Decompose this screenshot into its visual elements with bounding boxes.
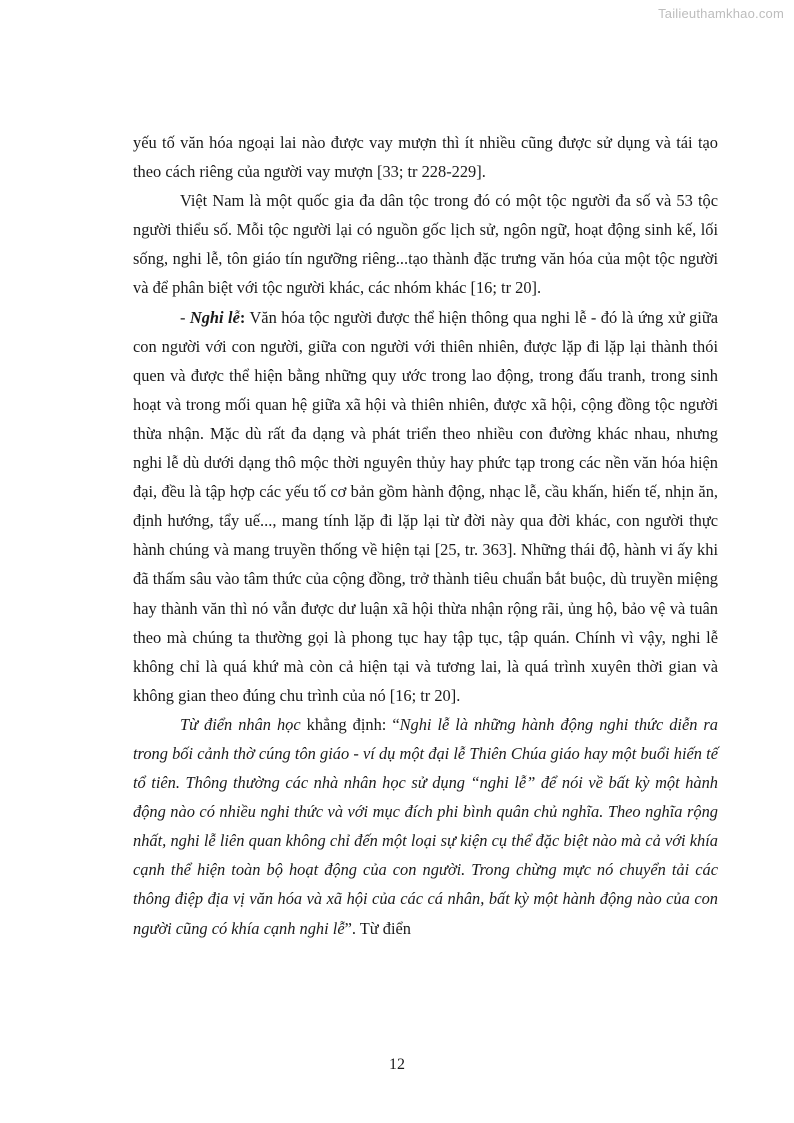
- source-title: Từ điển nhân học: [180, 714, 301, 734]
- list-dash: -: [180, 307, 190, 327]
- quote-text: Nghi lễ là những hành động nghi thức diễn ra trong bối cảnh thờ cúng tôn giáo - ví dụ một đại lễ Thiên Chúa giáo hay một buổi hiến tế tổ tiên. Thông thường các nhà nhân học sử dụng “nghi lễ” để nói về bất kỳ một hành động nào có nhiều nghi thức và với mục đích phi bình quân chủ nghĩa. Theo nghĩa rộng nhất, nghi lễ liên quan không chỉ đến một loại sự kiện cụ thể đặc biệt nào mà cả với khía cạnh thể hiện toàn bộ hoạt động của con người. Trong chừng mực nó chuyển tải các thông điệp địa vị văn hóa và xã hội của các cá nhân, bất kỳ một hành động nào của con người cũng có khía cạnh nghi lễ: [133, 714, 719, 938]
- paragraph-1: yếu tố văn hóa ngoại lai nào được vay mượn thì ít nhiều cũng được sử dụng và tái tạo theo cách riêng của người vay mượn [33; tr 228-229].: [133, 133, 718, 182]
- paragraph-3: [133, 303, 718, 710]
- paragraph-2: Việt Nam là một quốc gia đa dân tộc trong đó có một tộc người đa số và 53 tộc người thiểu số. Mỗi tộc người lại có nguồn gốc lịch sử, ngôn ngữ, hoạt động sinh kế, lối sống, nghi lễ, tôn giáo tín ngưỡng riêng...tạo thành đặc trưng văn hóa của một tộc người và để phân biệt với tộc người khác, các nhóm khác [16; tr 20].: [133, 191, 718, 298]
- term-nghi-le: Nghi lễ: [189, 307, 240, 327]
- quote-tail: ”. Từ điển: [344, 918, 411, 938]
- quote-lead: khẳng định: “: [300, 714, 400, 734]
- page-number: 12: [389, 1056, 405, 1073]
- term-colon: :: [239, 307, 246, 327]
- paragraph-3-body: Văn hóa tộc người được thể hiện thông qua nghi lễ - đó là ứng xử giữa con người với con người, giữa con người với thiên nhiên, được lặp đi lặp lại thành thói quen và được thể hiện bằng những quy ước trong lao động, trong đấu tranh, trong sinh hoạt và trong mối quan hệ giữa xã hội và thiên nhiên, được xã hội, cộng đồng tộc người thừa nhận. Mặc dù rất đa dạng và phát triển theo nhiều con đường khác nhau, nhưng nghi lễ dù dưới dạng thô mộc thời nguyên thủy hay phức tạp trong các nền văn hóa hiện đại, đều là tập hợp các yếu tố cơ bản gồm hành động, nhạc lễ, cầu khấn, hiến tế, nhịn ăn, định hướng, tẩy uế..., mang tính lặp đi lặp lại từ đời này qua đời khác, con người thực hành chúng và mang truyền thống về hiện tại [25, tr. 363]. Những thái độ, hành vi ấy khi đã thấm sâu vào tâm thức của cộng đồng, trở thành tiêu chuẩn bắt buộc, dù truyền miệng hay thành văn thì nó vẫn được dư luận xã hội thừa nhận rộng rãi, ủng hộ, bảo vệ và tuân theo mà chúng ta thường gọi là phong tục hay tập tục, tập quán. Chính vì vậy, nghi lễ không chỉ là quá khứ mà còn cả hiện tại và tương lai, là quá trình xuyên thời gian và không gian theo đúng chu trình của nó [16; tr 20].: [133, 307, 718, 705]
- document-body: [133, 128, 718, 943]
- paragraph-4: [133, 710, 718, 943]
- watermark: Tailieuthamkhao.com: [658, 6, 784, 21]
